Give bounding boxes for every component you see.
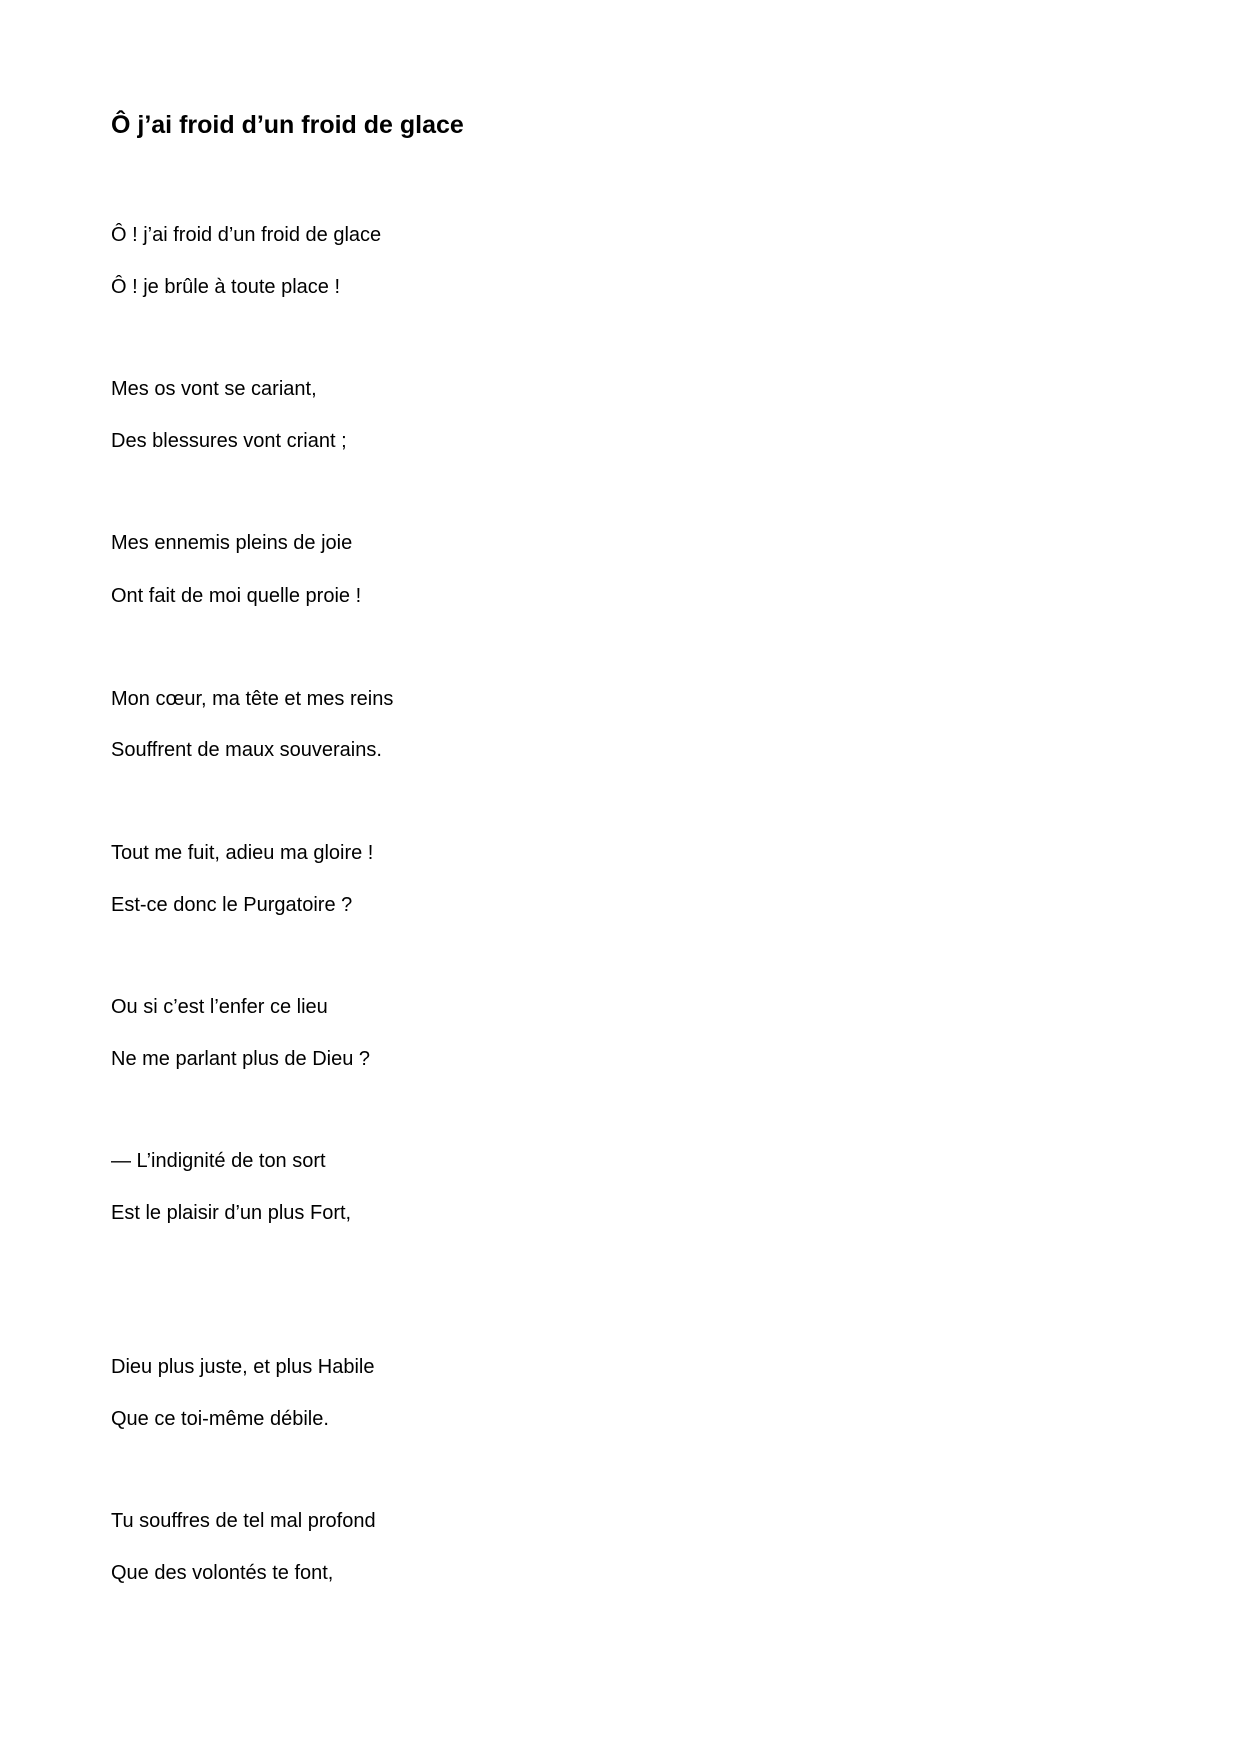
poem-line: Mes ennemis pleins de joie	[111, 532, 353, 554]
poem-line: Ne me parlant plus de Dieu ?	[111, 1048, 371, 1070]
poem-line: Tout me fuit, adieu ma gloire !	[111, 842, 374, 864]
poem-line: Ô ! je brûle à toute place !	[111, 276, 341, 298]
poem-line: Que des volontés te font,	[111, 1562, 334, 1584]
poem-line: Ou si c’est l’enfer ce lieu	[111, 996, 328, 1018]
poem-line: — L’indignité de ton sort	[111, 1150, 326, 1172]
poem-line: Tu souffres de tel mal profond	[111, 1510, 376, 1532]
poem-line: Ont fait de moi quelle proie !	[111, 585, 362, 607]
poem-line: Ô ! j’ai froid d’un froid de glace	[111, 224, 382, 246]
poem-line: Mon cœur, ma tête et mes reins	[111, 688, 394, 710]
poem-line: Des blessures vont criant ;	[111, 430, 347, 452]
poem-line: Que ce toi-même débile.	[111, 1408, 329, 1430]
poem-title: Ô j’ai froid d’un froid de glace	[111, 111, 464, 139]
poem-line: Est-ce donc le Purgatoire ?	[111, 894, 353, 916]
poem-line: Dieu plus juste, et plus Habile	[111, 1356, 375, 1378]
poem-line: Est le plaisir d’un plus Fort,	[111, 1202, 352, 1224]
poem-line: Souffrent de maux souverains.	[111, 739, 382, 761]
poem-line: Mes os vont se cariant,	[111, 378, 317, 400]
